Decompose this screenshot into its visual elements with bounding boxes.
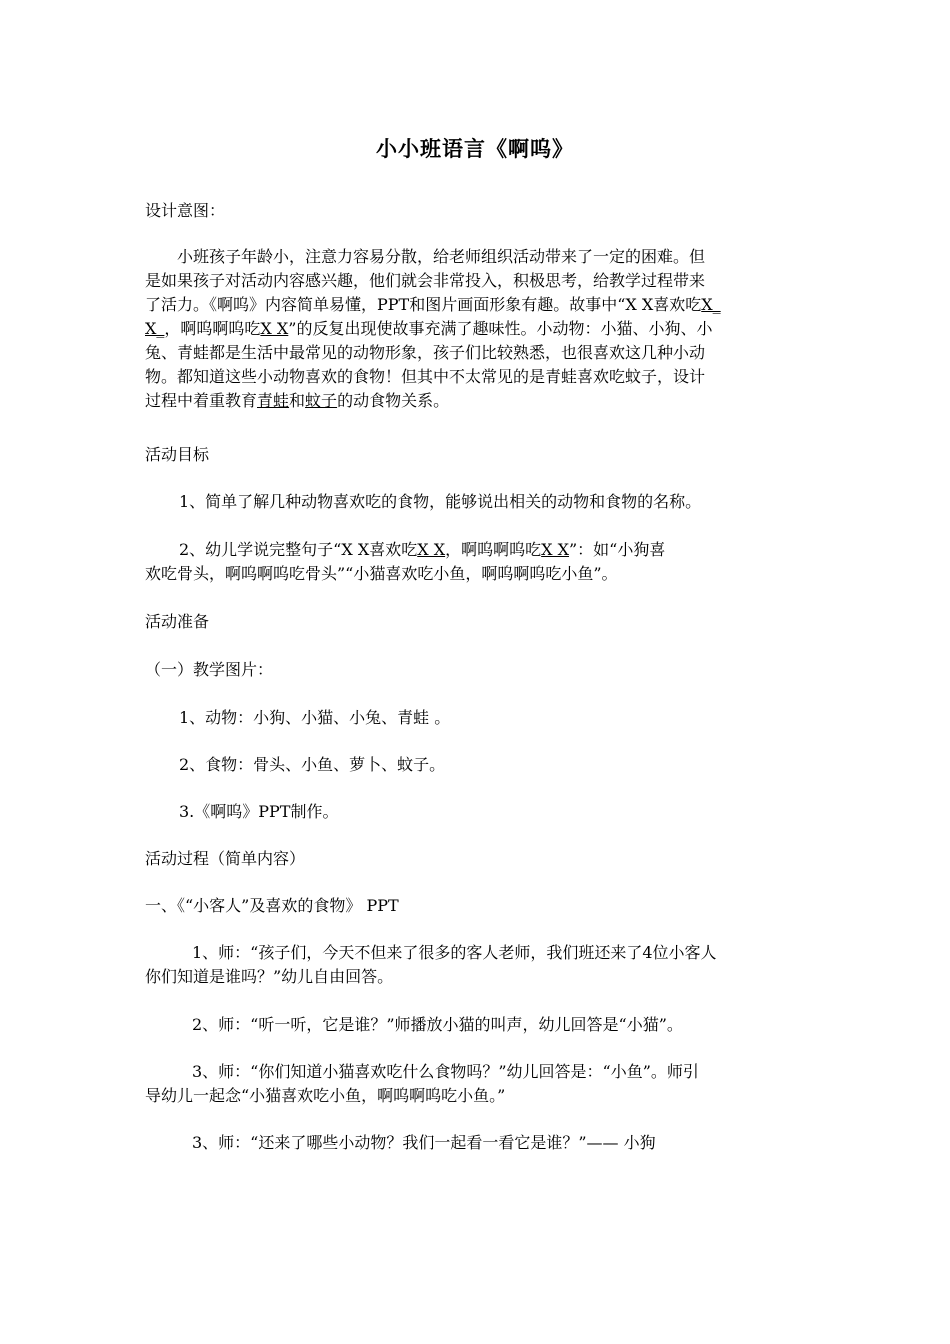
- goal-item-2-continued: 欢吃骨头，啊呜啊呜吃骨头”“小猫喜欢吃小鱼，啊呜啊呜吃小鱼”。: [145, 564, 618, 583]
- paragraph-line: X_，啊呜啊呜吃X X”的反复出现使故事充满了趣味性。小动物：小猫、小狗、小: [145, 319, 713, 338]
- paragraph-line: 兔、青蛙都是生活中最常见的动物形象，孩子们比较熟悉，也很喜欢这几种小动: [145, 343, 706, 362]
- process-step-3-continued: 导幼儿一起念“小猫喜欢吃小鱼，啊呜啊呜吃小鱼。”: [145, 1086, 506, 1105]
- process-step-3: 3、师：“你们知道小猫喜欢吃什么食物吗？”幼儿回答是：“小鱼”。师引: [192, 1062, 699, 1081]
- goal-item-1: 1、简单了解几种动物喜欢吃的食物，能够说出相关的动物和食物的名称。: [179, 492, 702, 511]
- process-step-4: 3、师：“还来了哪些小动物？我们一起看一看它是谁？”—— 小狗: [192, 1133, 656, 1152]
- paragraph-line: 是如果孩子对活动内容感兴趣，他们就会非常投入，积极思考，给教学过程带来: [145, 271, 706, 290]
- document-title: 小小班语言《啊呜》: [376, 137, 574, 161]
- goals-heading: 活动目标: [145, 445, 210, 464]
- paragraph-line: 了活力。《啊呜》内容简单易懂，PPT和图片画面形象有趣。故事中“X X喜欢吃X_: [145, 295, 721, 314]
- paragraph-line: 物。都知道这些小动物喜欢的食物！但其中不太常见的是青蛙喜欢吃蚊子，设计: [145, 367, 706, 386]
- goal-item-2: 2、幼儿学说完整句子“X X喜欢吃X X，啊呜啊呜吃X X”：如“小狗喜: [179, 540, 666, 559]
- process-step-1-continued: 你们知道是谁吗？”幼儿自由回答。: [145, 967, 394, 986]
- paragraph-line: 小班孩子年龄小，注意力容易分散，给老师组织活动带来了一定的困难。但: [145, 247, 706, 266]
- preparation-item: 3.《啊呜》PPT制作。: [179, 802, 339, 821]
- design-intent-heading: 设计意图：: [145, 201, 226, 220]
- process-step-2: 2、师：“听一听，它是谁？”师播放小猫的叫声，幼儿回答是“小猫”。: [192, 1015, 683, 1034]
- preparation-heading: 活动准备: [145, 612, 210, 631]
- process-section-1-title: 一、《“小客人”及喜欢的食物》 PPT: [145, 896, 399, 915]
- process-heading: 活动过程（简单内容）: [145, 849, 306, 868]
- preparation-item: 2、食物：骨头、小鱼、萝卜、蚊子。: [179, 755, 446, 774]
- preparation-item: 1、动物：小狗、小猫、小兔、青蛙 。: [179, 708, 451, 727]
- preparation-subheading: （一）教学图片：: [145, 660, 274, 679]
- process-step-1: 1、师：“孩子们，今天不但来了很多的客人老师，我们班还来了4位小客人: [192, 943, 717, 962]
- paragraph-line: 过程中着重教育青蛙和蚊子的动食物关系。: [145, 391, 450, 410]
